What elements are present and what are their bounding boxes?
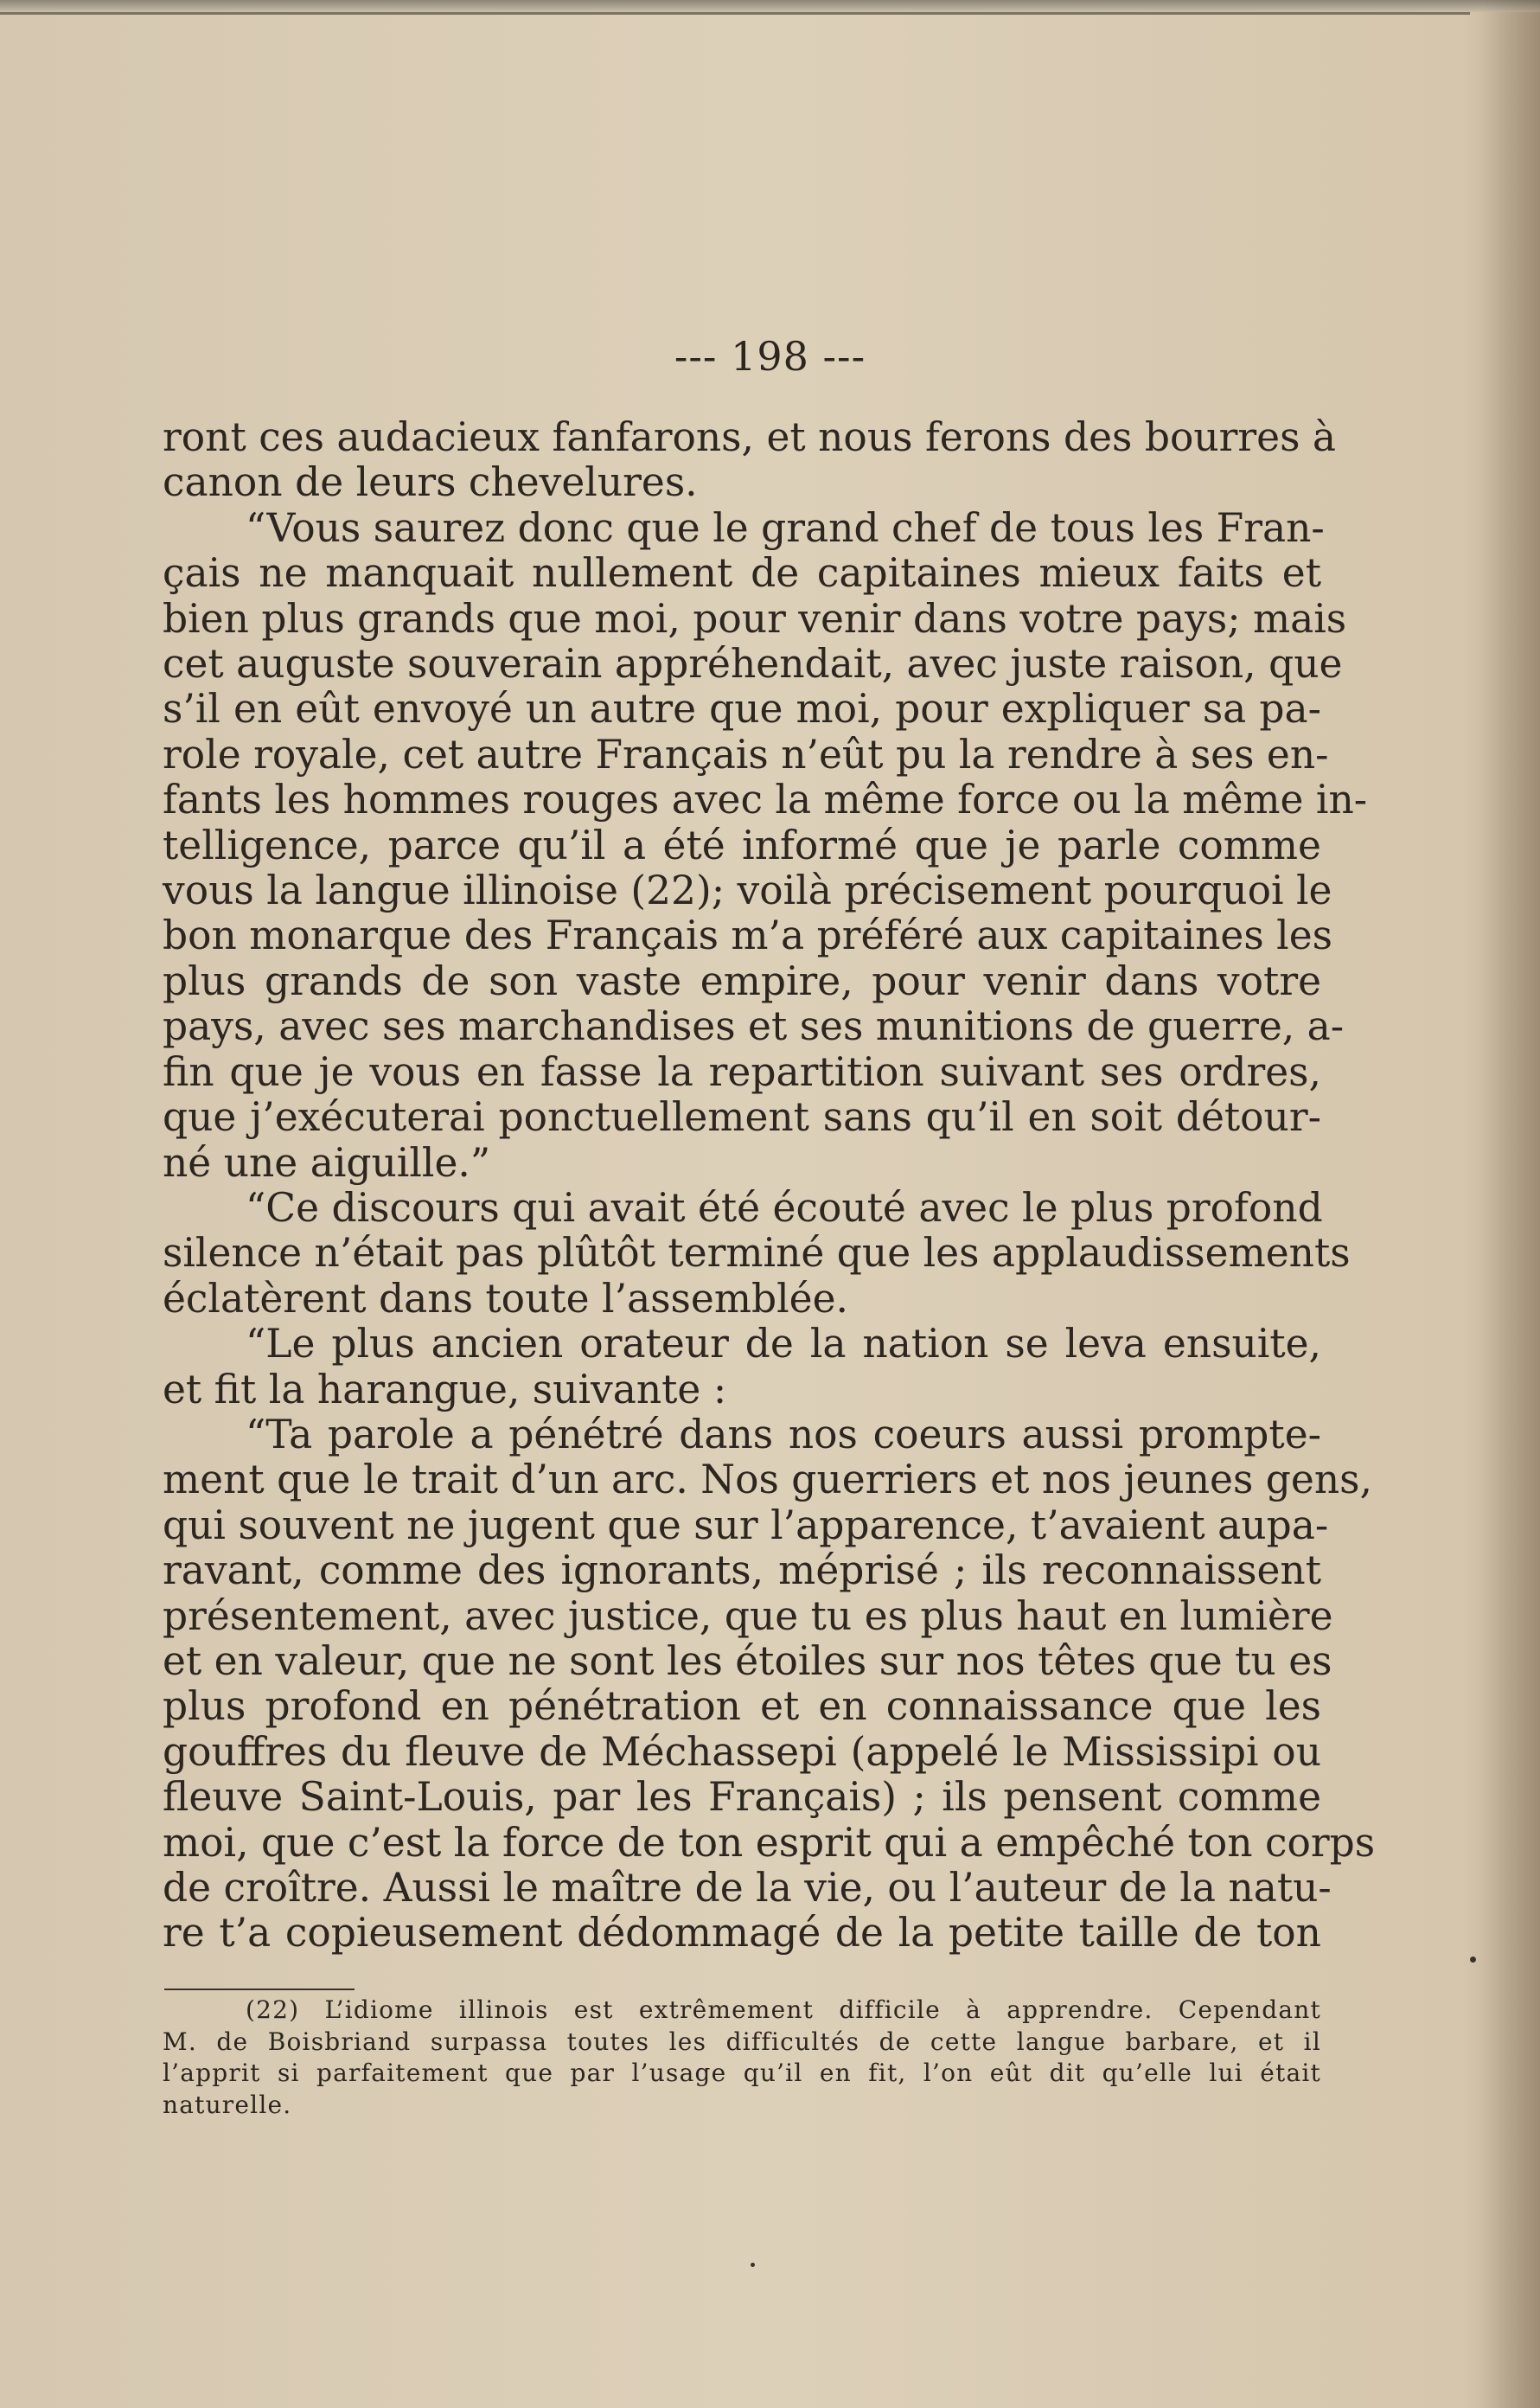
text-line: ront ces audacieux fanfarons, et nous ferons des bourres à (163, 414, 1337, 460)
text-line: re t’a copieusement dédommagé de la petite taille de ton (163, 1910, 1321, 1956)
text-line: que j’exécuterai ponctuellement sans qu’il en soit détour- (163, 1094, 1321, 1141)
text-line: qui souvent ne jugent que sur l’apparence, t’avaient aupa- (163, 1502, 1329, 1548)
footnote (163, 1995, 1321, 2121)
footnote-line: naturelle. (163, 2090, 292, 2119)
text-line: éclatèrent dans toute l’assemblée. (163, 1275, 848, 1322)
top-rule (0, 12, 1470, 15)
footnote-line: (22) L’idiome illinois est extrêmement difficile à apprendre. Cependant (246, 1995, 1321, 2024)
text-line: ravant, comme des ignorants, méprisé ; ils reconnaissent (163, 1547, 1321, 1594)
footnote-rule (164, 1989, 355, 1990)
text-line: canon de leurs chevelures. (163, 459, 698, 506)
text-line: bon monarque des Français m’a préféré aux capitaines les (163, 913, 1333, 959)
text-line: plus profond en pénétration et en connaissance que les (163, 1683, 1321, 1730)
text-line: gouffres du fleuve de Méchassepi (appelé le Mississipi ou (163, 1728, 1321, 1775)
text-line: s’il en eût envoyé un autre que moi, pour expliquer sa pa- (163, 686, 1321, 733)
text-line: bien plus grands que moi, pour venir dans votre pays; mais (163, 595, 1347, 642)
text-line: “Ce discours qui avait été écouté avec le plus profond (246, 1184, 1323, 1231)
footnote-line: M. de Boisbriand surpassa toutes les difficultés de cette langue barbare, et il (163, 2027, 1321, 2056)
body-text (163, 414, 1376, 1956)
ink-speck (1470, 1956, 1476, 1963)
ink-speck (751, 2263, 755, 2267)
text-line: présentement, avec justice, que tu es plus haut en lumière (163, 1592, 1333, 1639)
text-line: moi, que c’est la force de ton esprit qui a empêché ton corps (163, 1819, 1376, 1866)
text-line: vous la langue illinoise (22); voilà précisement pourquoi le (163, 868, 1332, 914)
text-line: fants les hommes rouges avec la même force ou la même in- (163, 777, 1368, 823)
text-line: et fit la harangue, suivante : (163, 1366, 727, 1412)
page-number: --- 198 --- (674, 333, 866, 380)
text-line: ment que le trait d’un arc. Nos guerriers et nos jeunes gens, (163, 1457, 1372, 1503)
text-line: role royale, cet autre Français n’eût pu la rendre à ses en- (163, 731, 1329, 778)
page-top-edge (0, 0, 1540, 12)
footnote-line: l’apprit si parfaitement que par l’usage qu’il en fit, l’on eût dit qu’elle lui était (163, 2059, 1321, 2087)
text-line: de croître. Aussi le maître de la vie, ou l’auteur de la natu- (163, 1865, 1332, 1911)
text-line: çais ne manquait nullement de capitaines mieux faits et (163, 550, 1321, 597)
text-line: silence n’était pas plûtôt terminé que les applaudissements (163, 1230, 1351, 1277)
text-line: plus grands de son vaste empire, pour venir dans votre (163, 957, 1321, 1004)
text-line: cet auguste souverain appréhendait, avec juste raison, que (163, 641, 1343, 688)
text-line: “Vous saurez donc que le grand chef de tous les Fran- (246, 504, 1325, 551)
text-line: telligence, parce qu’il a été informé que je parle comme (163, 822, 1321, 868)
text-line: né une aiguille.” (163, 1139, 491, 1186)
text-line: “Le plus ancien orateur de la nation se leva ensuite, (246, 1321, 1321, 1367)
text-line: “Ta parole a pénétré dans nos coeurs aussi prompte- (246, 1411, 1321, 1457)
text-line: et en valeur, que ne sont les étoiles sur nos têtes que tu es (163, 1637, 1332, 1684)
text-line: fin que je vous en fasse la repartition suivant ses ordres, (163, 1048, 1321, 1095)
text-line: fleuve Saint-Louis, par les Français) ; ils pensent comme (163, 1774, 1321, 1821)
text-line: pays, avec ses marchandises et ses munitions de guerre, a- (163, 1003, 1345, 1050)
